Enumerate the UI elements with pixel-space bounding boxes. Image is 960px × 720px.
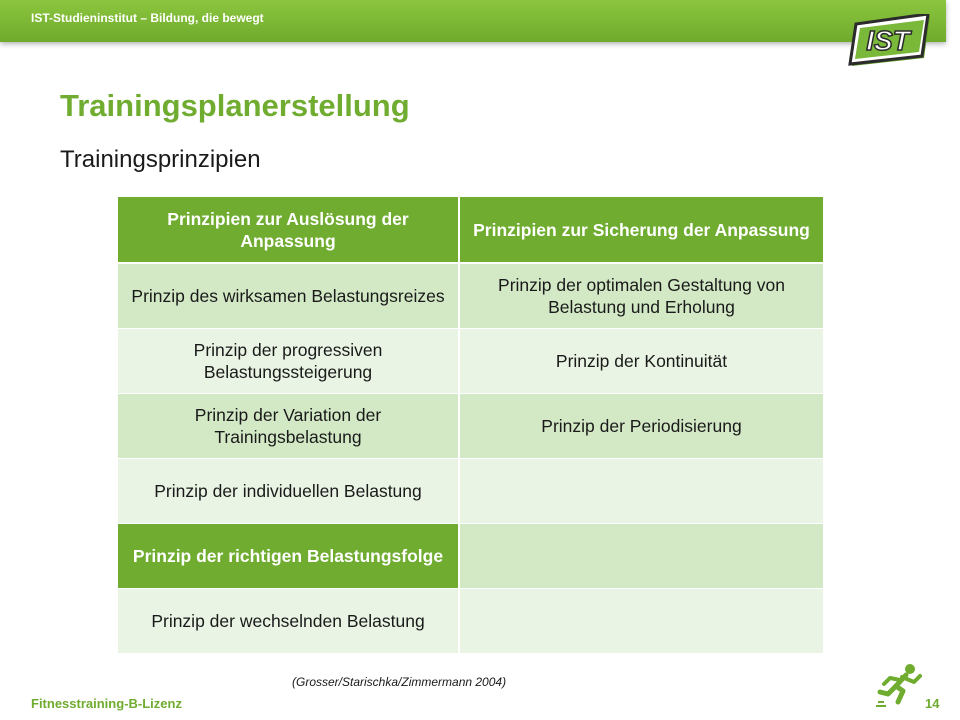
principles-table — [118, 197, 823, 654]
table-row — [118, 328, 823, 393]
ist-logo — [848, 14, 932, 70]
header-adaptation-secure: Prinzipien zur Sicherung der Anpassung — [459, 197, 823, 263]
table-cell: Prinzip der progressiven Belastungssteigerung — [118, 328, 459, 393]
runner-icon — [876, 662, 924, 708]
slide-subtitle: Trainingsprinzipien — [60, 146, 261, 173]
page-number: 14 — [925, 696, 940, 711]
institute-name: IST-Studieninstitut – Bildung, die bewegt — [31, 11, 264, 25]
table-cell: Prinzip der individuellen Belastung — [118, 458, 459, 523]
table-row — [118, 523, 823, 588]
table-cell: Prinzip der Periodisierung — [459, 393, 823, 458]
table-header-row — [118, 197, 823, 263]
source-citation: (Grosser/Starischka/Zimmermann 2004) — [292, 675, 507, 689]
table-cell: Prinzip der Kontinuität — [459, 328, 823, 393]
table-row — [118, 588, 823, 653]
header-bar — [0, 0, 946, 42]
table-cell: Prinzip des wirksamen Belastungsreizes — [118, 263, 459, 328]
table-row — [118, 393, 823, 458]
slide-title: Trainingsplanerstellung — [60, 88, 410, 123]
table-cell: Prinzip der Variation der Trainingsbelastung — [118, 393, 459, 458]
table-cell: Prinzip der optimalen Gestaltung von Belastung und Erholung — [459, 263, 823, 328]
course-name: Fitnesstraining-B-Lizenz — [31, 696, 182, 711]
logo-text: IST — [866, 25, 910, 56]
table-cell — [459, 588, 823, 653]
table-cell — [459, 523, 823, 588]
header-adaptation-trigger: Prinzipien zur Auslösung der Anpassung — [118, 197, 459, 263]
table-cell — [459, 458, 823, 523]
table-row — [118, 458, 823, 523]
highlighted-cell: Prinzip der richtigen Belastungsfolge — [118, 523, 459, 588]
table-cell: Prinzip der wechselnden Belastung — [118, 588, 459, 653]
table-row — [118, 263, 823, 328]
